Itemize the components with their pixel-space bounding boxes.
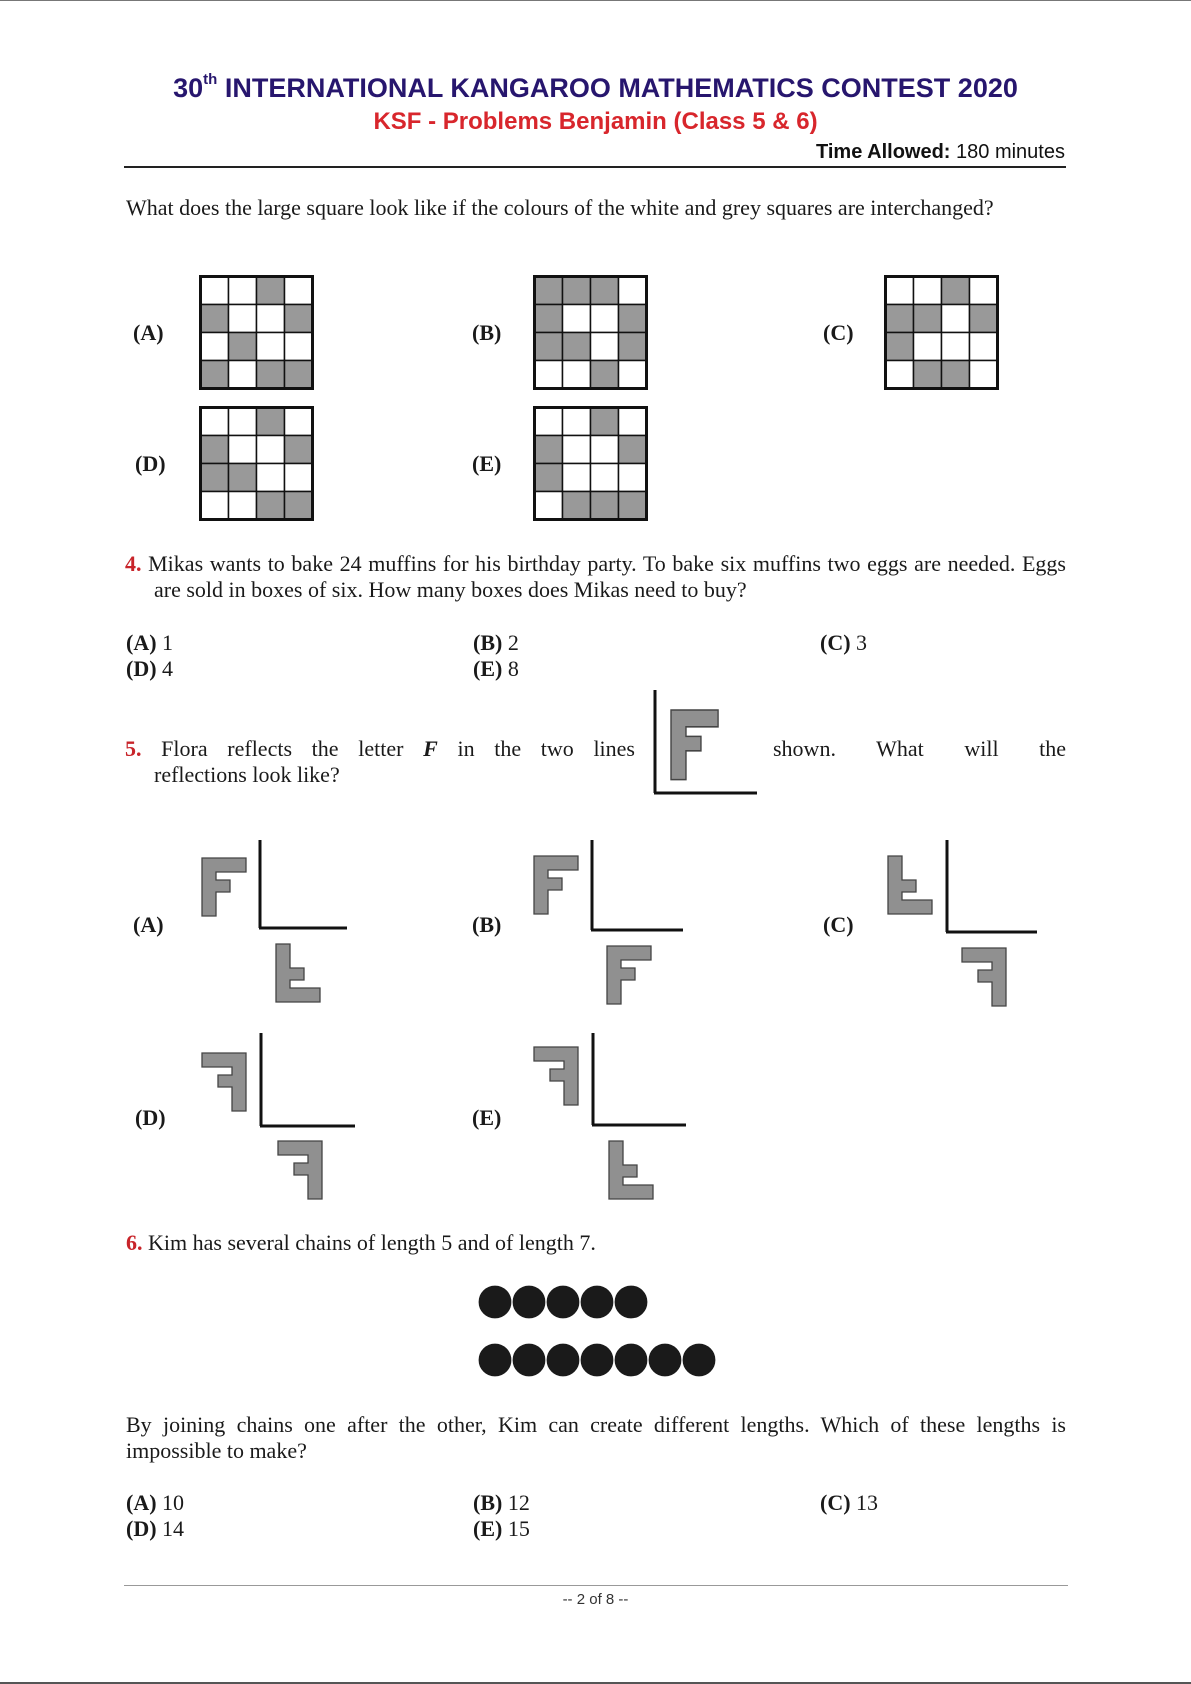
q5-reference-figure [650, 690, 760, 798]
grid-cell [970, 333, 998, 361]
q4-option-d: (D) 4 [126, 656, 174, 681]
grid-cell [201, 408, 229, 436]
grid-cell [257, 277, 285, 305]
grid-cell [563, 305, 591, 333]
grid-cell [257, 408, 285, 436]
grid-cell [942, 277, 970, 305]
grid-cell [257, 464, 285, 492]
q5-text-line1: 5. Flora reflects the letter F in the two lines [125, 736, 635, 761]
chain-link [614, 1343, 648, 1377]
chain-link [478, 1285, 512, 1319]
chain-link [512, 1343, 546, 1377]
q3-option-c-label: (C) [823, 320, 854, 345]
grid-cell [942, 333, 970, 361]
grid-cell [970, 361, 998, 389]
page-number: -- 2 of 8 -- [562, 1591, 629, 1608]
q6-option-e: (E) 15 [473, 1516, 530, 1541]
q3-option-e-grid [533, 406, 648, 521]
grid-cell [563, 333, 591, 361]
q3-option-e-label: (E) [472, 451, 502, 476]
grid-cell [201, 492, 229, 520]
grid-cell [591, 436, 619, 464]
grid-cell [886, 277, 914, 305]
grid-cell [591, 408, 619, 436]
q3-option-b-label: (B) [472, 320, 502, 345]
grid-cell [619, 277, 647, 305]
q6-text2: By joining chains one after the other, Kim can create different lengths. Which of these lengths is impossible to make? [126, 1412, 1066, 1463]
q5-option-e-label: (E) [472, 1105, 502, 1130]
grid-cell [257, 436, 285, 464]
q4-option-e: (E) 8 [473, 656, 519, 681]
chain-link [648, 1343, 682, 1377]
grid-cell [563, 361, 591, 389]
contest-subtitle: KSF - Problems Benjamin (Class 5 & 6) [373, 108, 818, 135]
q6-option-d: (D) 14 [126, 1516, 185, 1541]
grid-cell [285, 305, 313, 333]
q5-option-b-label: (B) [472, 912, 502, 937]
q5-option-e-figure [533, 1033, 698, 1203]
grid-cell [535, 408, 563, 436]
grid-cell [619, 333, 647, 361]
header-rule [124, 166, 1066, 168]
q5-option-c-label: (C) [823, 912, 854, 937]
q3-option-a-label: (A) [133, 320, 164, 345]
grid-cell [970, 277, 998, 305]
q6-text: 6. Kim has several chains of length 5 and of length 7. [126, 1230, 596, 1255]
grid-cell [229, 277, 257, 305]
grid-cell [619, 305, 647, 333]
chain-link [614, 1285, 648, 1319]
grid-cell [914, 277, 942, 305]
grid-cell [229, 333, 257, 361]
grid-cell [563, 408, 591, 436]
grid-cell [619, 492, 647, 520]
grid-cell [942, 361, 970, 389]
grid-cell [914, 361, 942, 389]
chain-link [478, 1343, 512, 1377]
q3-text: What does the large square look like if the colours of the white and grey squares are interchanged? [126, 195, 994, 220]
grid-cell [285, 408, 313, 436]
chain-link [546, 1343, 580, 1377]
grid-cell [229, 305, 257, 333]
q4-option-a: (A) 1 [126, 630, 174, 655]
grid-cell [591, 277, 619, 305]
q5-text-line2: reflections look like? [154, 762, 340, 787]
grid-cell [970, 305, 998, 333]
grid-cell [257, 333, 285, 361]
grid-cell [619, 464, 647, 492]
q4-option-c: (C) 3 [820, 630, 868, 655]
grid-cell [591, 464, 619, 492]
grid-cell [285, 277, 313, 305]
grid-cell [257, 361, 285, 389]
chain-link [512, 1285, 546, 1319]
q4-option-b: (B) 2 [473, 630, 519, 655]
grid-cell [201, 361, 229, 389]
q6-chains-figure [476, 1283, 726, 1383]
grid-cell [201, 277, 229, 305]
grid-cell [257, 492, 285, 520]
grid-cell [229, 408, 257, 436]
q5-text-line1-end: shown. What will the [773, 736, 1066, 761]
top-border [0, 0, 1191, 1]
grid-cell [914, 305, 942, 333]
grid-cell [886, 305, 914, 333]
grid-cell [563, 277, 591, 305]
grid-cell [285, 333, 313, 361]
grid-cell [535, 277, 563, 305]
grid-cell [201, 333, 229, 361]
q3-option-a-grid [199, 275, 314, 390]
q5-option-d-figure [200, 1033, 365, 1203]
grid-cell [535, 464, 563, 492]
time-allowed: Time Allowed: 180 minutes [816, 141, 1065, 163]
grid-cell [563, 464, 591, 492]
grid-cell [619, 361, 647, 389]
grid-cell [201, 305, 229, 333]
q5-option-b-figure [533, 840, 693, 1005]
footer-rule [124, 1585, 1068, 1586]
q3-option-b-grid [533, 275, 648, 390]
grid-cell [229, 464, 257, 492]
chain-link [580, 1343, 614, 1377]
q5-option-c-figure [884, 840, 1044, 1010]
grid-cell [285, 361, 313, 389]
grid-cell [201, 464, 229, 492]
grid-cell [619, 408, 647, 436]
q6-option-b: (B) 12 [473, 1490, 530, 1515]
grid-cell [535, 333, 563, 361]
chain-link [546, 1285, 580, 1319]
q6-option-c: (C) 13 [820, 1490, 879, 1515]
grid-cell [257, 305, 285, 333]
grid-cell [285, 464, 313, 492]
grid-cell [535, 305, 563, 333]
grid-cell [914, 333, 942, 361]
q5-option-d-label: (D) [135, 1105, 166, 1130]
q3-option-d-grid [199, 406, 314, 521]
grid-cell [535, 436, 563, 464]
grid-cell [591, 305, 619, 333]
q5-option-a-figure [200, 840, 360, 1005]
grid-cell [229, 436, 257, 464]
contest-title: 30th INTERNATIONAL KANGAROO MATHEMATICS CONTEST 2020 [173, 71, 1018, 103]
q5-option-a-label: (A) [133, 912, 164, 937]
q3-option-d-label: (D) [135, 451, 166, 476]
grid-cell [229, 492, 257, 520]
grid-cell [285, 492, 313, 520]
grid-cell [886, 333, 914, 361]
grid-cell [535, 361, 563, 389]
grid-cell [886, 361, 914, 389]
grid-cell [563, 436, 591, 464]
grid-cell [563, 492, 591, 520]
q3-option-c-grid [884, 275, 999, 390]
grid-cell [535, 492, 563, 520]
grid-cell [591, 361, 619, 389]
chain-link [682, 1343, 716, 1377]
grid-cell [285, 436, 313, 464]
grid-cell [619, 436, 647, 464]
chain-link [580, 1285, 614, 1319]
grid-cell [942, 305, 970, 333]
grid-cell [591, 492, 619, 520]
grid-cell [201, 436, 229, 464]
grid-cell [591, 333, 619, 361]
grid-cell [229, 361, 257, 389]
q6-option-a: (A) 10 [126, 1490, 185, 1515]
q4-text: 4. Mikas wants to bake 24 muffins for his birthday party. To bake six muffins two eggs are needed. Eggs are sold in boxes of six. How many boxes does Mikas need to buy? [125, 551, 1066, 602]
